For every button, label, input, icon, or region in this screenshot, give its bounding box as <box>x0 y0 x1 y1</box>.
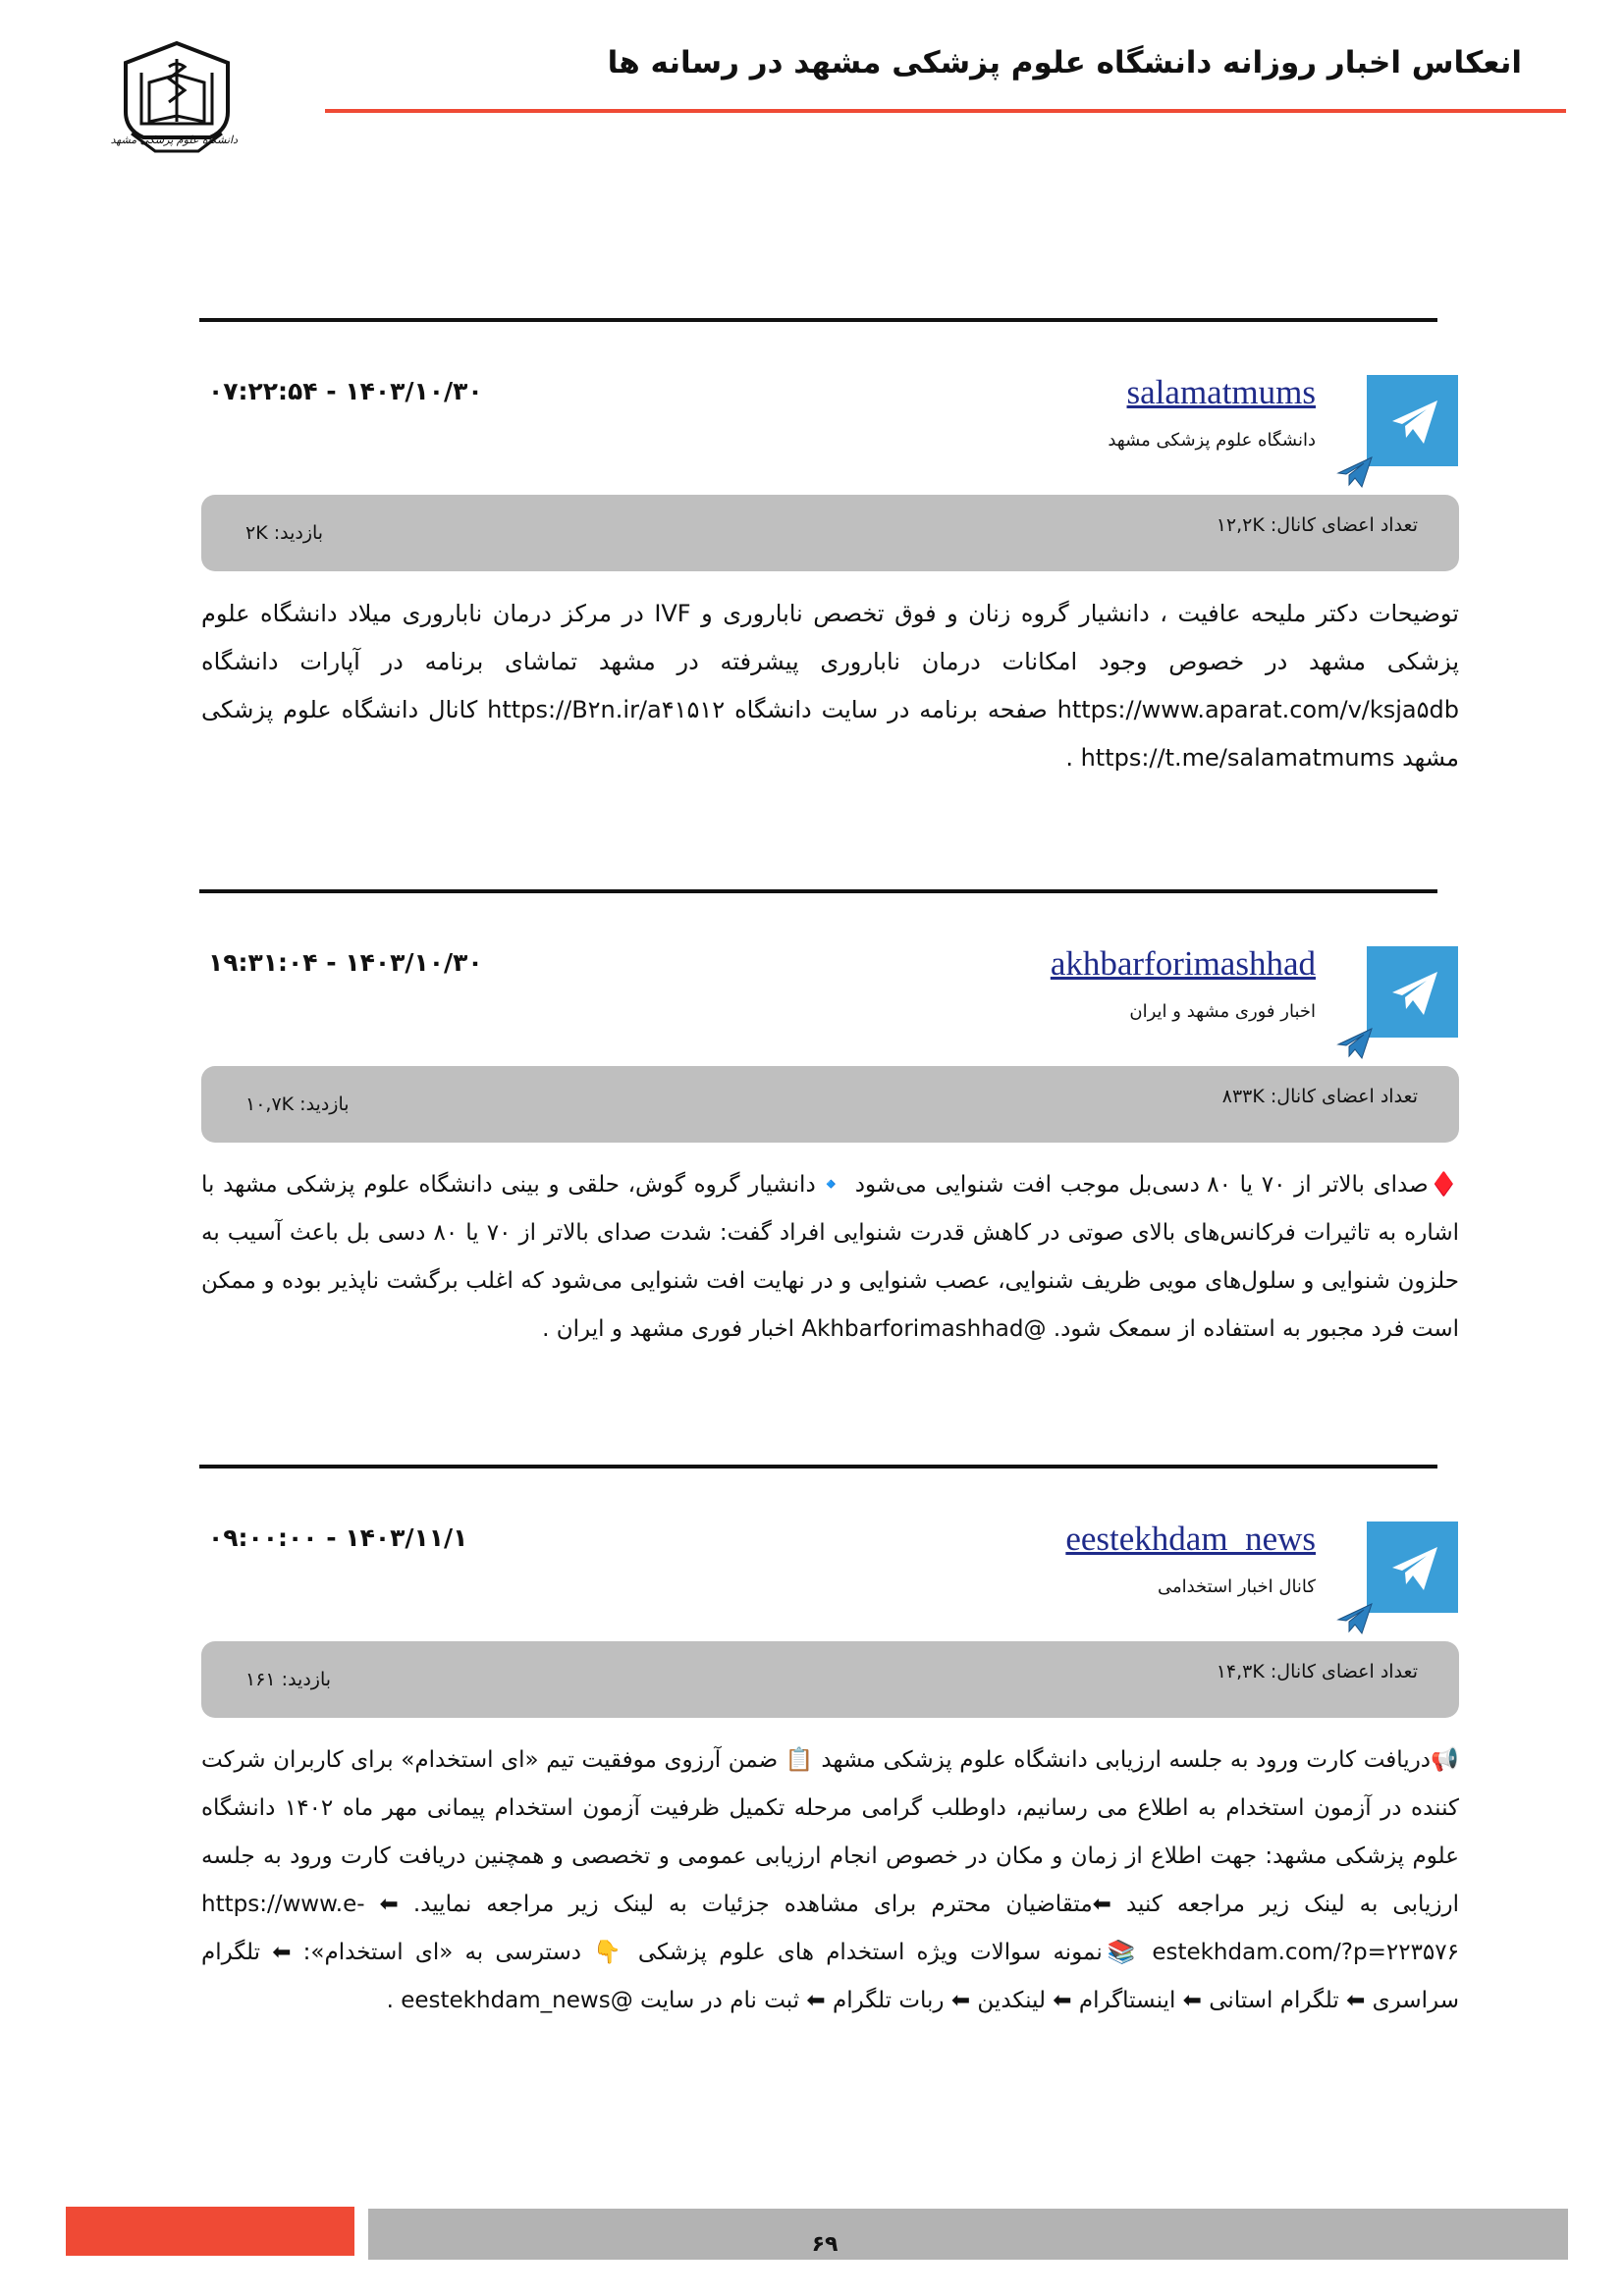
view-count: بازدید: ۱۰,۷K <box>245 1094 350 1115</box>
header-divider <box>325 109 1566 113</box>
post-body: 📢دریافت کارت ورود به جلسه ارزیابی دانشگاه علوم پزشکی مشهد 📋 ضمن آرزوی موفقیت تیم «ای استخدام» برای کاربران شرکت کننده در آزمون استخدام به اطلاع می رسانیم، داوطلب گرامی مرحله تکمیل ظرفیت آزمون استخدام پیمانی مهر ماه ۱۴۰۲ دانشگاه علوم پزشکی مشهد: جهت اطلاع از زمان و مکان در خصوص انجام ارزیابی عمومی و تخصصی و همچنین دریافت کارت ورود به جلسه ارزیابی به لینک زیر مراجعه کنید ⬅متقاضیان محترم برای مشاهده جزئیات به لینک زیر مراجعه نمایید. ⬅ https://www.e-estekhdam.com/?p=۲۲۳۵۷۶ 📚نمونه سوالات ویژه استخدام های علوم پزشکی 👇 دسترسی به «ای استخدام»: ⬅ تلگرام سراسری ⬅ تلگرام استانی ⬅ اینستاگرام ⬅ لینکدین ⬅ ربات تلگرام ⬅ ثبت نام در سایت @eestekhdam_news . <box>201 1747 1459 2013</box>
logo-text: دانشگاه علوم پزشکی مشهد <box>110 133 238 146</box>
telegram-plane-icon <box>1336 454 1374 491</box>
university-logo-icon <box>110 39 238 167</box>
post-body: ♦️صدای بالاتر از ۷۰ یا ۸۰ دسی‌بل موجب افت شنوایی می‌شود 🔹دانشیار گروه گوش، حلقی و بینی دانشگاه علوم پزشکی مشهد با اشاره به تاثیرات فرکانس‌های بالای صوتی در کاهش قدرت شنوایی افراد گفت: شدت صدای بالاتر از ۷۰ یا ۸۰ دسی بل باعث آسیب به حلزون شنوایی و سلول‌های مویی ظریف شنوایی، عصب شنوایی و در نهایت افت شنوایی می‌شود که اغلب برگشت ناپذیر بوده و ممکن است فرد مجبور به استفاده از سمعک شود. @Akhbarforimashhad اخبار فوری مشهد و ایران . <box>201 1172 1459 1342</box>
post-timestamp: ۱۴۰۳/۱۱/۱ - ۰۹:۰۰:۰۰ <box>208 1523 468 1552</box>
stats-bar <box>201 1641 1459 1718</box>
footer-bar <box>368 2209 1568 2260</box>
telegram-logo-icon <box>1367 946 1458 1038</box>
view-count: بازدید: ۲K <box>245 522 324 544</box>
post-card <box>0 1465 1624 2013</box>
channel-subtitle: کانال اخبار استخدامی <box>1157 1576 1316 1597</box>
channel-link[interactable]: akhbarforimashhad <box>1050 944 1316 983</box>
post-card <box>0 889 1624 1400</box>
channel-link[interactable]: salamatmums <box>1126 373 1316 411</box>
member-count: تعداد اعضای کانال: ۱۴,۳K <box>1216 1661 1418 1682</box>
stats-bar <box>201 1066 1459 1143</box>
post-divider <box>199 318 1437 322</box>
telegram-plane-icon <box>1336 1025 1374 1062</box>
channel-subtitle: اخبار فوری مشهد و ایران <box>1129 1001 1316 1022</box>
post-body: توضیحات دکتر ملیحه عافیت ، دانشیار گروه زنان و فوق تخصص ناباروری و IVF در مرکز درمان ناباروری میلاد دانشگاه علوم پزشکی مشهد در خصوص وجود امکانات درمان ناباروری پیشرفته در مشهد تماشای برنامه در آپارات دانشگاه https://www.aparat.com/v/ksja۵db صفحه برنامه در سایت دانشگاه https://B۲n.ir/a۴۱۵۱۲ کانال دانشگاه علوم پزشکی مشهد https://t.me/salamatmums . <box>201 600 1459 772</box>
footer-accent-bar <box>66 2207 354 2256</box>
post-divider <box>199 1465 1437 1468</box>
member-count: تعداد اعضای کانال: ۱۲,۲K <box>1216 514 1418 536</box>
post-card <box>0 318 1624 828</box>
view-count: بازدید: ۱۶۱ <box>245 1669 332 1690</box>
post-divider <box>199 889 1437 893</box>
member-count: تعداد اعضای کانال: ۸۳۳K <box>1221 1086 1418 1107</box>
page-number: ۶۹ <box>811 2232 839 2257</box>
post-timestamp: ۱۴۰۳/۱۰/۳۰ - ۱۹:۳۱:۰۴ <box>208 948 483 977</box>
telegram-logo-icon <box>1367 1522 1458 1613</box>
stats-bar <box>201 495 1459 571</box>
telegram-logo-icon <box>1367 375 1458 466</box>
post-timestamp: ۱۴۰۳/۱۰/۳۰ - ۰۷:۲۲:۵۴ <box>208 377 483 405</box>
channel-link[interactable]: eestekhdam_news <box>1065 1520 1316 1558</box>
page-title: انعکاس اخبار روزانه دانشگاه علوم پزشکی مشهد در رسانه ها <box>607 45 1522 80</box>
telegram-plane-icon <box>1336 1600 1374 1637</box>
channel-subtitle: دانشگاه علوم پزشکی مشهد <box>1108 430 1316 451</box>
